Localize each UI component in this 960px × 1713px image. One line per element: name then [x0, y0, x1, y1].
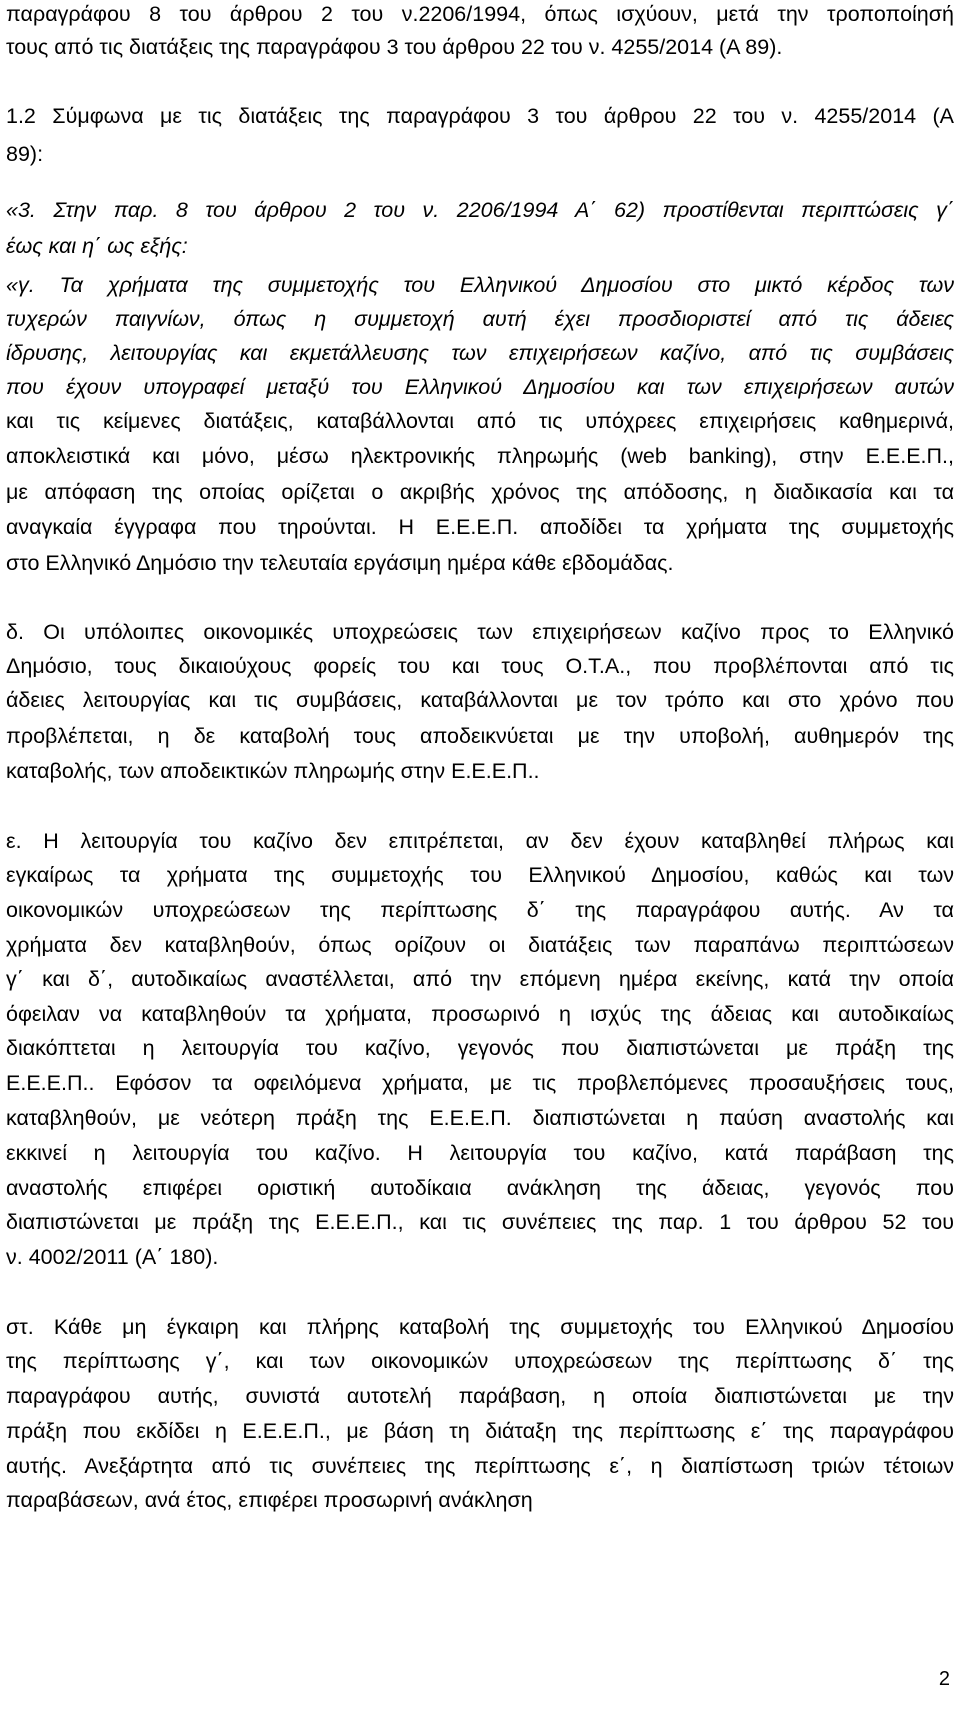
text-line-30: εκκινεί η λειτουργία του καζίνο. Η λειτουργία του καζίνο, κατά παράβαση της	[6, 1141, 954, 1165]
text-line-33: ν. 4002/2011 (Α΄ 180).	[6, 1245, 219, 1269]
text-line-36: παραγράφου αυτής, συνιστά αυτοτελή παράβαση, η οποία διαπιστώνεται με την	[6, 1384, 954, 1408]
text-line-12: αποκλειστικά και μόνο, μέσω ηλεκτρονικής πληρωμής (web banking), στην Ε.Ε.Ε.Π.,	[6, 444, 954, 468]
text-line-28: Ε.Ε.Ε.Π.. Εφόσον τα οφειλόμενα χρήματα, με τις προβλεπόμενες προσαυξήσεις τους,	[6, 1071, 954, 1095]
text-line-27: διακόπτεται η λειτουργία του καζίνο, γεγονός που διαπιστώνεται με πράξη της	[6, 1036, 954, 1060]
text-line-31: αναστολής επιφέρει οριστική αυτοδίκαια ανάκληση της άδειας, γεγονός που	[6, 1176, 954, 1200]
page-number: 2	[938, 1668, 950, 1690]
text-line-29: καταβληθούν, με νεότερη πράξη της Ε.Ε.Ε.Π. διαπιστώνεται η παύση αναστολής και	[6, 1106, 954, 1130]
text-line-8: τυχερών παιγνίων, όπως η συμμετοχή αυτή έχει προσδιοριστεί από τις άδειες	[6, 307, 954, 331]
text-line-17: Δημόσιο, τους δικαιούχους φορείς του και τους Ο.Τ.Α., που προβλέπονται από τις	[6, 654, 954, 678]
text-line-13: με απόφαση της οποίας ορίζεται ο ακριβής χρόνος της απόδοσης, η διαδικασία και τα	[6, 480, 954, 504]
text-line-7: «γ. Τα χρήματα της συμμετοχής του Ελληνικού Δημοσίου στο μικτό κέρδος των	[6, 273, 954, 297]
text-line-5: «3. Στην παρ. 8 του άρθρου 2 του ν. 2206/1994 Α΄ 62) προστίθενται περιπτώσεις γ΄	[6, 198, 954, 222]
text-line-35: της περίπτωσης γ΄, και των οικονομικών υποχρεώσεων της περίπτωσης δ΄ της	[6, 1349, 954, 1373]
text-line-3: 1.2 Σύμφωνα με τις διατάξεις της παραγράφου 3 του άρθρου 22 του ν. 4255/2014 (Α	[6, 104, 954, 128]
text-line-9: ίδρυσης, λειτουργίας και εκμετάλλευσης των επιχειρήσεων καζίνο, από τις συμβάσεις	[6, 341, 954, 365]
text-line-22: εγκαίρως τα χρήματα της συμμετοχής του Ελληνικού Δημοσίου, καθώς και των	[6, 863, 954, 887]
text-line-34: στ. Κάθε μη έγκαιρη και πλήρης καταβολή της συμμετοχής του Ελληνικού Δημοσίου	[6, 1315, 954, 1339]
text-line-20: καταβολής, των αποδεικτικών πληρωμής στην Ε.Ε.Ε.Π..	[6, 759, 540, 783]
text-line-38: αυτής. Ανεξάρτητα από τις συνέπειες της περίπτωσης ε΄, η διαπίστωση τριών τέτοιων	[6, 1454, 954, 1478]
text-line-6: έως και η΄ ως εξής:	[6, 234, 188, 258]
text-line-23: οικονομικών υποχρεώσεων της περίπτωσης δ΄ της παραγράφου αυτής. Αν τα	[6, 898, 954, 922]
text-line-37: πράξη που εκδίδει η Ε.Ε.Ε.Π., με βάση τη διάταξη της περίπτωσης ε΄ της παραγράφου	[6, 1419, 954, 1443]
text-line-16: δ. Οι υπόλοιπες οικονομικές υποχρεώσεις των επιχειρήσεων καζίνο προς το Ελληνικό	[6, 620, 954, 644]
text-line-18: άδειες λειτουργίας και τις συμβάσεις, καταβάλλονται με τον τρόπο και στο χρόνο που	[6, 688, 954, 712]
text-line-32: διαπιστώνεται με πράξη της Ε.Ε.Ε.Π., και τις συνέπειες της παρ. 1 του άρθρου 52 του	[6, 1210, 954, 1234]
text-line-15: στο Ελληνικό Δημόσιο την τελευταία εργάσιμη ημέρα κάθε εβδομάδας.	[6, 551, 674, 575]
text-line-2: τους από τις διατάξεις της παραγράφου 3 του άρθρου 22 του ν. 4255/2014 (Α 89).	[6, 35, 783, 59]
text-line-4: 89):	[6, 142, 44, 166]
text-line-21: ε. Η λειτουργία του καζίνο δεν επιτρέπεται, αν δεν έχουν καταβληθεί πλήρως και	[6, 829, 954, 853]
text-line-19: προβλέπεται, η δε καταβολή τους αποδεικνύεται με την υποβολή, αυθημερόν της	[6, 724, 954, 748]
text-line-24: χρήματα δεν καταβληθούν, όπως ορίζουν οι διατάξεις των παραπάνω περιπτώσεων	[6, 933, 954, 957]
text-line-25: γ΄ και δ΄, αυτοδικαίως αναστέλλεται, από την επόμενη ημέρα εκείνης, κατά την οποία	[6, 967, 954, 991]
text-line-14: αναγκαία έγγραφα που τηρούνται. Η Ε.Ε.Ε.Π. αποδίδει τα χρήματα της συμμετοχής	[6, 515, 954, 539]
text-line-39: παραβάσεων, ανά έτος, επιφέρει προσωρινή ανάκληση	[6, 1488, 533, 1512]
text-line-11: και τις κείμενες διατάξεις, καταβάλλονται από τις υπόχρεες επιχειρήσεις καθημερινά,	[6, 409, 954, 433]
text-line-1: παραγράφου 8 του άρθρου 2 του ν.2206/1994, όπως ισχύουν, μετά την τροποποίησή	[6, 2, 954, 26]
text-line-10: που έχουν υπογραφεί μεταξύ του Ελληνικού Δημοσίου και των επιχειρήσεων αυτών	[6, 375, 954, 399]
text-line-26: όφειλαν να καταβληθούν τα χρήματα, προσωρινό η ισχύς της άδειας και αυτοδικαίως	[6, 1002, 954, 1026]
